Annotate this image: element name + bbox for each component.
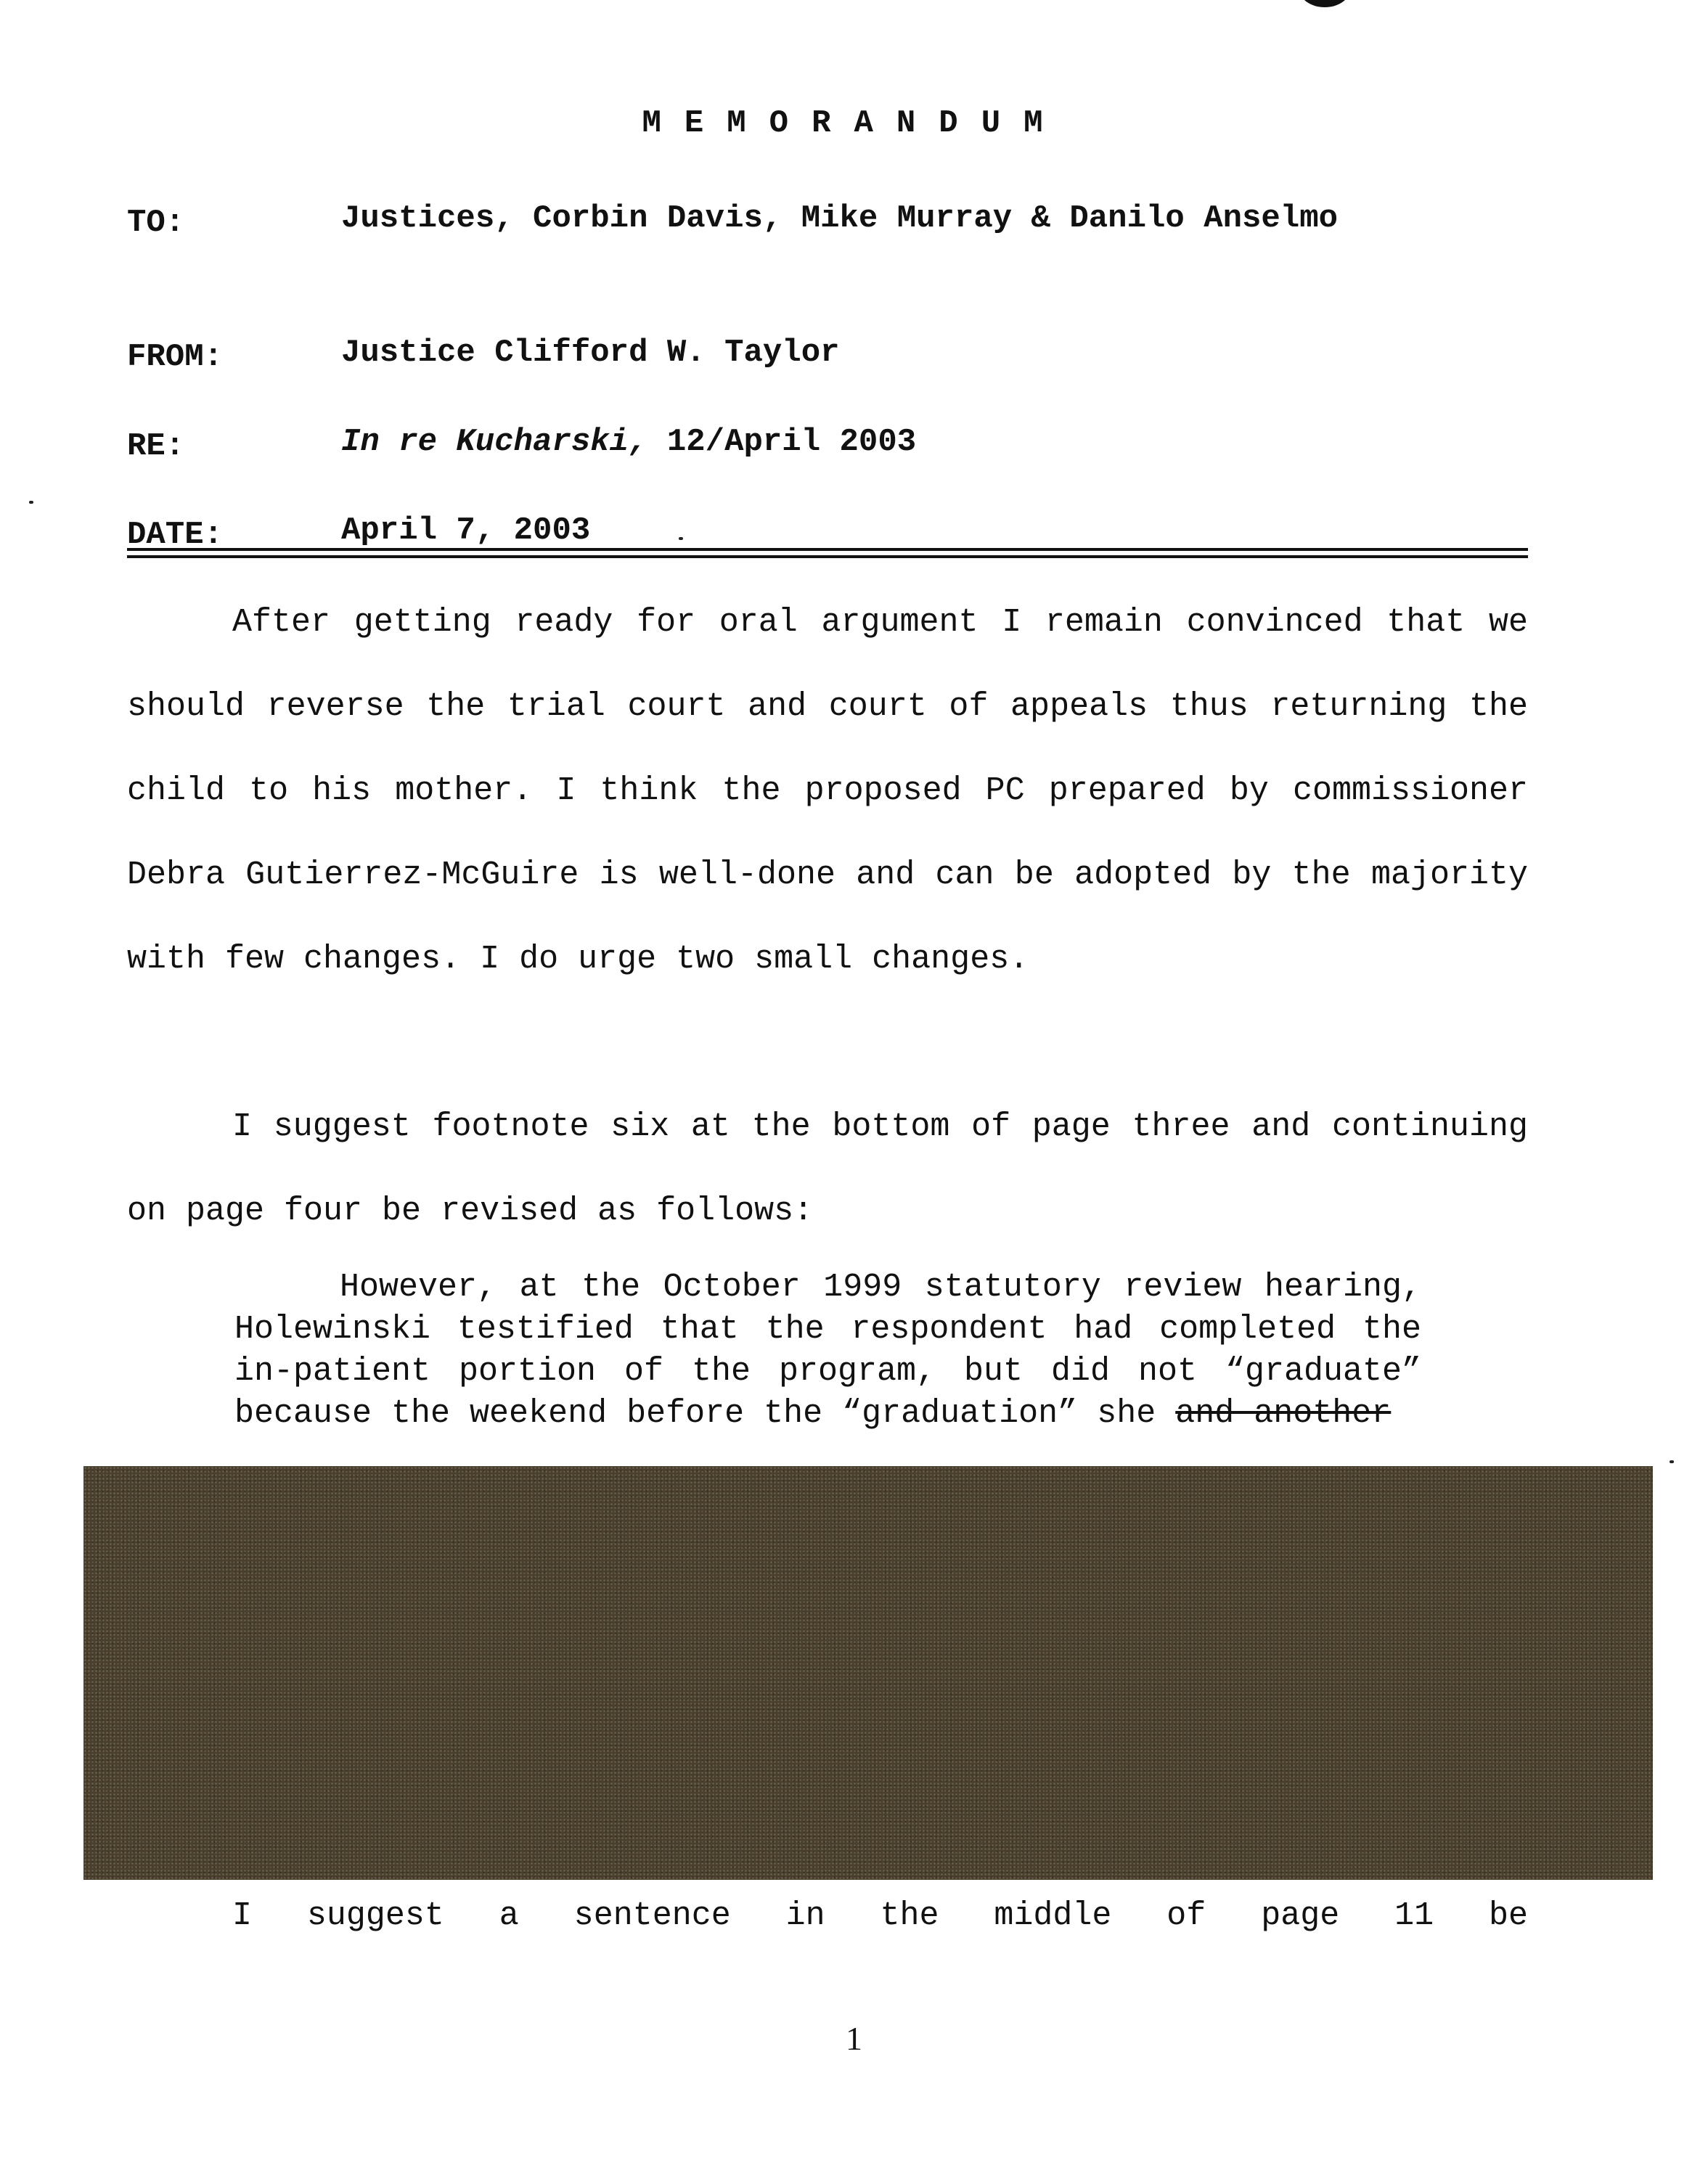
to-value: Justices, Corbin Davis, Mike Murray & Danilo Anselmo <box>341 200 1339 237</box>
body-paragraph-3: I suggest a sentence in the middle of page 11 be <box>232 1897 1528 1934</box>
quote-text: However, at the October 1999 statutory review hearing, Holewinski testified that the respondent had completed the in-patient portion of the program, but did not “graduate” because the weekend before the “graduation” she <box>234 1269 1421 1432</box>
from-label: FROM: <box>127 339 224 375</box>
from-value: Justice Clifford W. Taylor <box>341 335 840 371</box>
header-divider <box>127 548 1528 558</box>
re-value <box>341 420 1528 465</box>
scan-speck <box>1670 1460 1674 1463</box>
block-quote <box>234 1267 1421 1435</box>
scan-speck <box>29 501 33 504</box>
to-label: TO: <box>127 205 185 241</box>
page-edge-mark <box>1299 0 1350 7</box>
date-label: DATE: <box>127 517 224 553</box>
quote-struck-text: and another <box>1175 1395 1392 1432</box>
re-label: RE: <box>127 428 185 465</box>
memo-title: MEMORANDUM <box>642 105 1066 142</box>
page-number: 1 <box>846 2020 862 2057</box>
body-paragraph-2: I suggest footnote six at the bottom of page three and continuing on page four be revised as follows: <box>127 1108 1528 1230</box>
body-paragraph-1: After getting ready for oral argument I remain convinced that we should reverse the trial court and court of appeals thus returning the child to his mother. I think the proposed PC prepared by commissioner Debra Gutierrez-McGuire is well-done and can be adopted by the majority with few changes. I do urge two small changes. <box>127 604 1528 978</box>
scan-speck <box>679 537 683 540</box>
re-detail: 12/April 2003 <box>647 424 917 460</box>
redaction-block <box>83 1466 1653 1880</box>
re-case-name: In re Kucharski, <box>341 424 648 460</box>
date-value: April 7, 2003 <box>341 512 591 549</box>
